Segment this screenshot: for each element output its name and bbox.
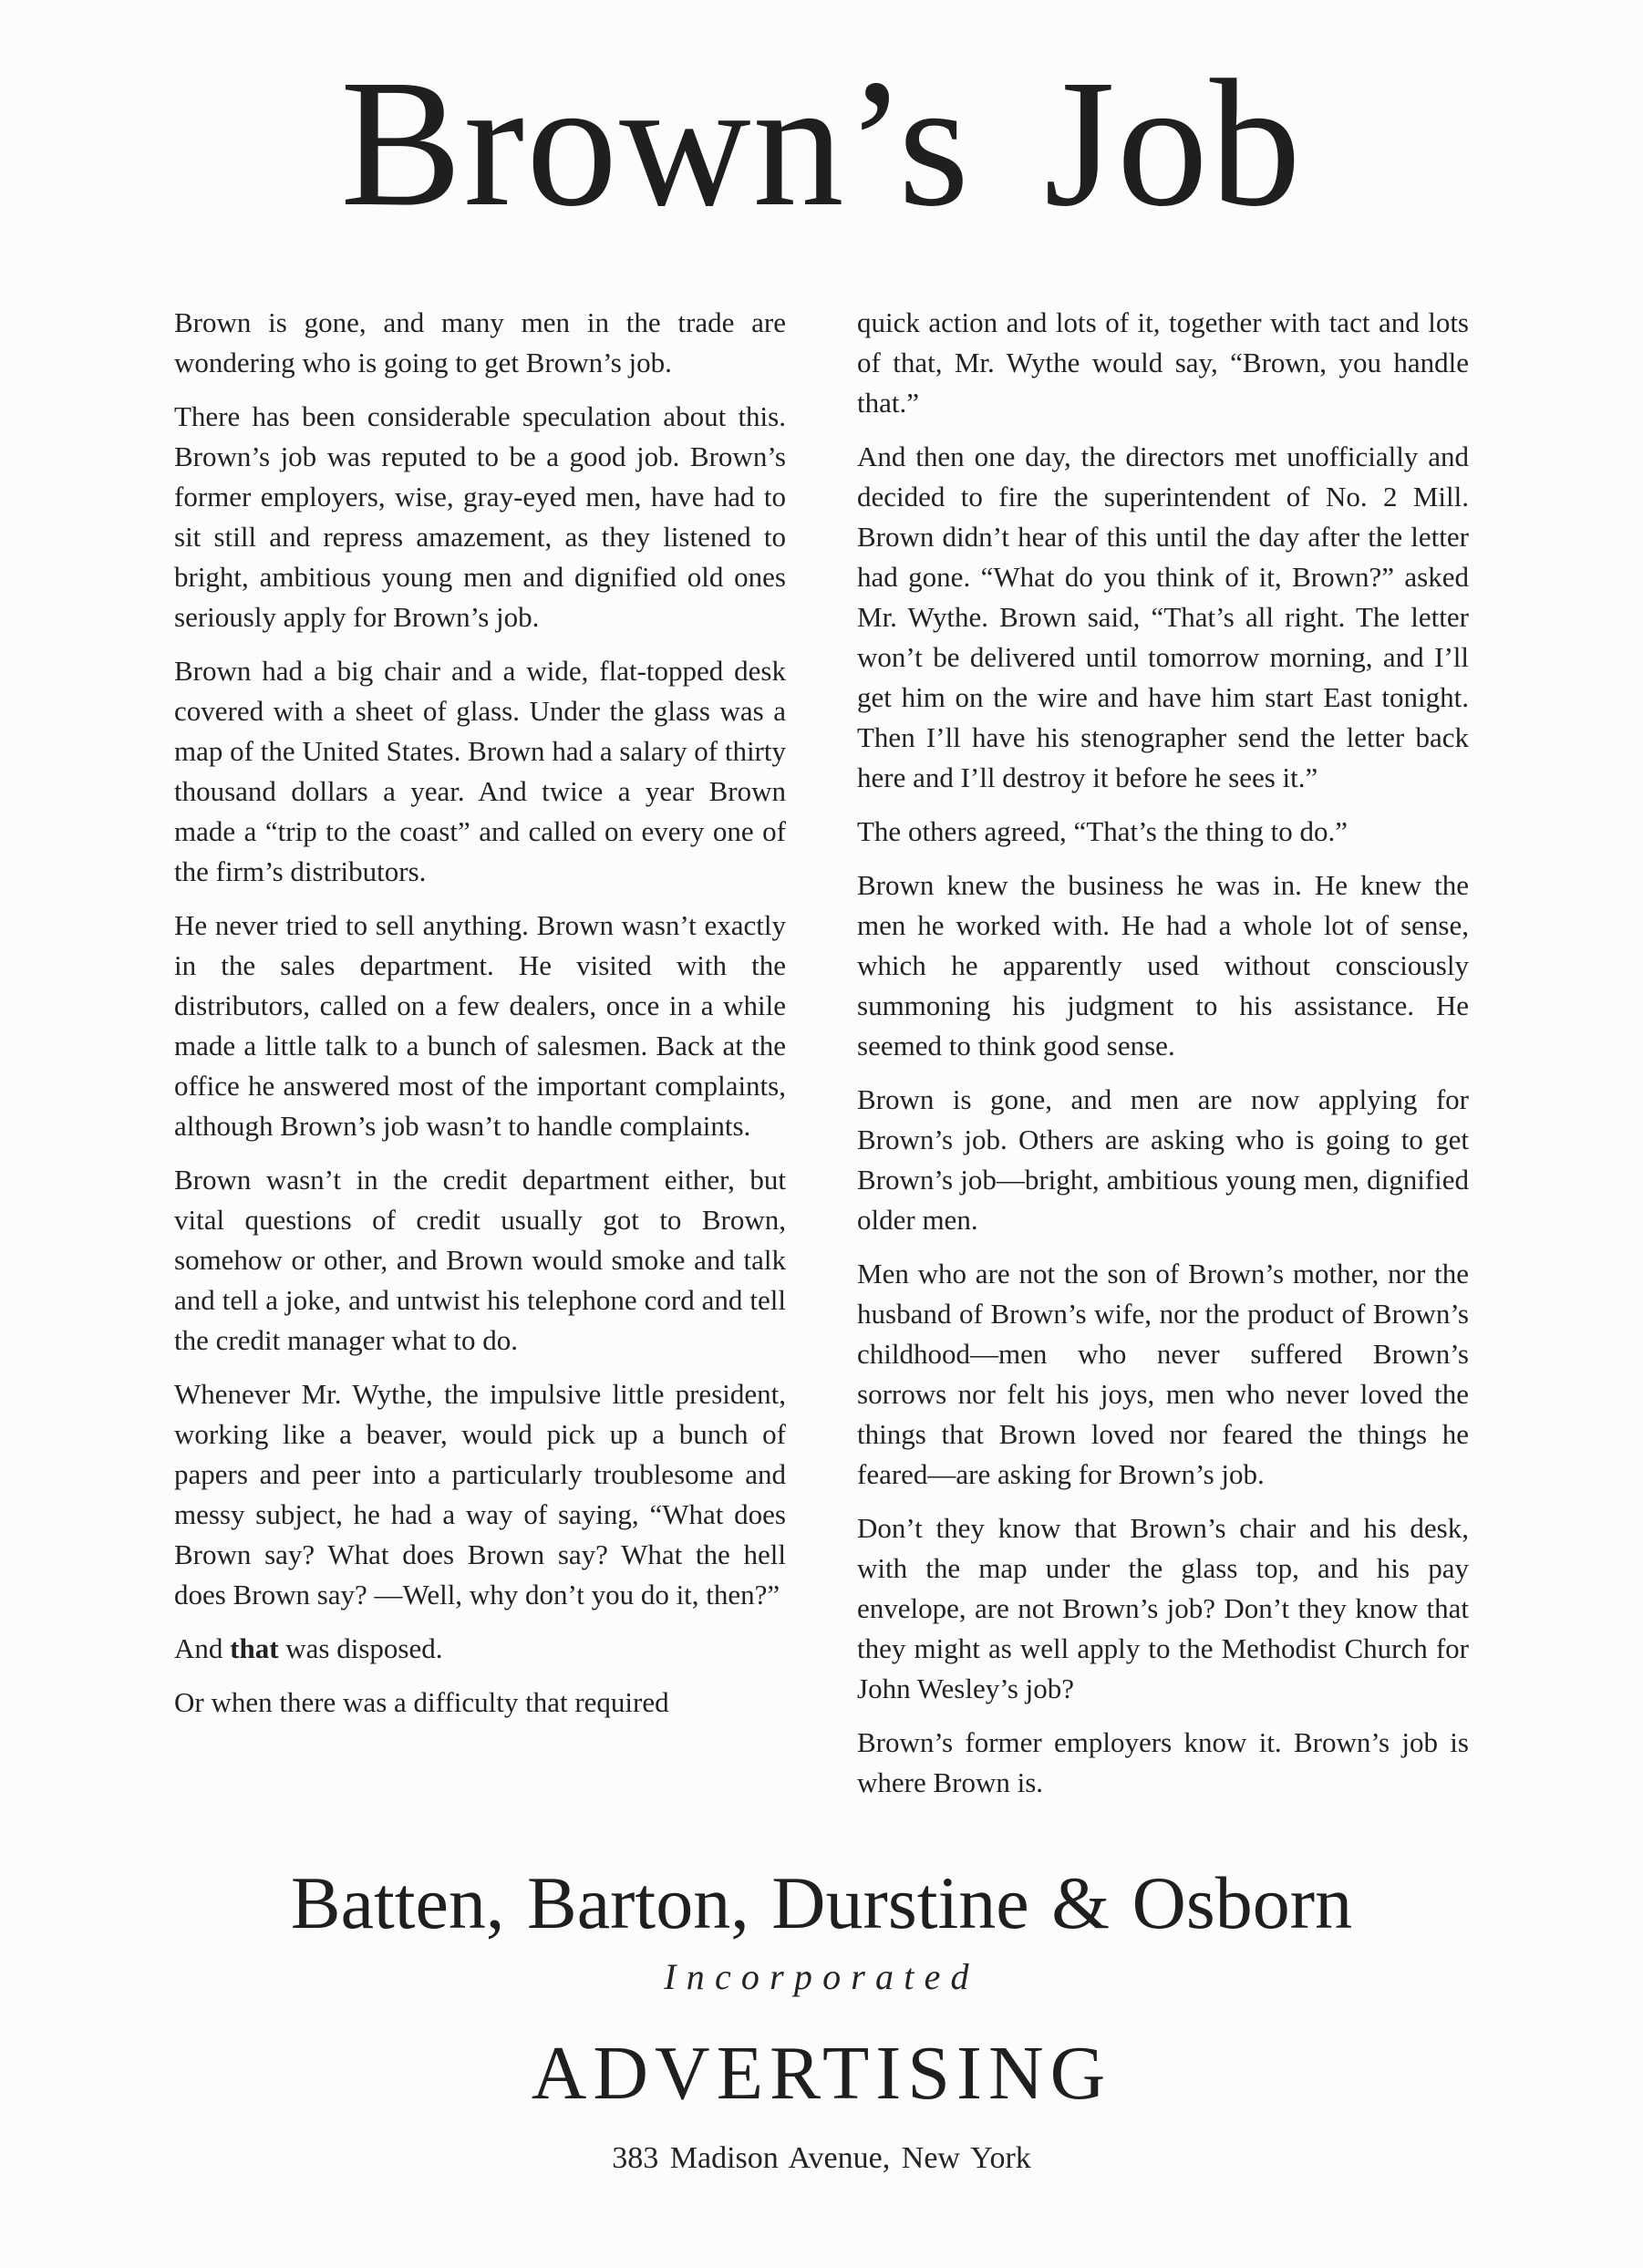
bold-word: that — [230, 1632, 279, 1664]
paragraph: Brown wasn’t in the credit department either, but vital questions of credit usually got to Brown, somehow or other, and Brown would smoke and talk and tell a joke, and untwist his telephone cord and tell the credit manager what to do. — [174, 1164, 786, 1356]
paragraph: Brown is gone, and men are now applying for Brown’s job. Others are asking who is going to get Brown’s job—bright, ambitious young men, dignified older men. — [857, 1083, 1469, 1236]
paragraph: There has been considerable speculation about this. Brown’s job was reputed to be a good job. Brown’s former employers, wise, gray-eyed men, have had to sit still and repress amazement, as they listened to bright, ambitious young men and dignified old ones seriously apply for Brown’s job. — [174, 400, 786, 633]
paragraph: Brown had a big chair and a wide, flat-topped desk covered with a sheet of glass. Under the glass was a map of the United States. Brown had a salary of thirty thousand dollars a year. And twice a year Brown made a “trip to the coast” and called on every one of the firm’s distributors. — [174, 655, 786, 887]
paragraph: quick action and lots of it, together with tact and lots of that, Mr. Wythe would say, “Brown, you handle that.” — [857, 306, 1469, 419]
paragraph: The others agreed, “That’s the thing to do.” — [857, 815, 1348, 847]
paragraph: And then one day, the directors met unofficially and decided to fire the superintendent of No. 2 Mill. Brown didn’t hear of this until the day after the letter had gone. “What do you think of it, Brown?” asked Mr. Wythe. Brown said, “That’s all right. The letter won’t be delivered until tomorrow morning, and I’ll get him on the wire and have him start East tonight. Then I’ll have his stenographer send the letter back here and I’ll destroy it before he sees it.” — [857, 440, 1469, 793]
paragraph: Or when there was a difficulty that required — [174, 1686, 669, 1718]
paragraph: Brown’s former employers know it. Brown’s job is where Brown is. — [857, 1726, 1469, 1798]
paragraph-text: And — [174, 1632, 231, 1664]
paragraph: Brown knew the business he was in. He knew the men he worked with. He had a whole lot of sense, which he apparently used without consciously summoning his judgment to his assistance. He seemed to think good sense. — [857, 869, 1469, 1062]
paragraph-text: was disposed. — [278, 1632, 443, 1664]
body-columns — [174, 303, 1469, 1817]
ad-title: Brown’s Job — [340, 43, 1303, 244]
paragraph: Brown is gone, and many men in the trade are wondering who is going to get Brown’s job. — [174, 306, 786, 378]
paragraph: He never tried to sell anything. Brown wasn’t exactly in the sales department. He visited with the distributors, called on a few dealers, once in a while made a little talk to a bunch of salesmen. Back at the office he answered most of the important complaints, although Brown’s job wasn’t to handle complaints. — [174, 909, 786, 1142]
paragraph: Whenever Mr. Wythe, the impulsive little president, working like a beaver, would pick up a bunch of papers and peer into a particularly troublesome and messy subject, he had a way of saying, “What does Brown say? What does Brown say? What the hell does Brown say? —Well, why don’t you do it, then?” — [174, 1378, 786, 1610]
paragraph: Don’t they know that Brown’s chair and his desk, with the map under the glass top, and his pay envelope, are not Brown’s job? Don’t they know that they might as well apply to the Methodist Church for John Wesley’s job? — [857, 1512, 1469, 1704]
agency-incorporated: Incorporated — [664, 1956, 979, 1998]
right-column — [857, 303, 1469, 1817]
agency-address: 383 Madison Avenue, New York — [612, 2141, 1031, 2176]
paragraph: Men who are not the son of Brown’s mother, nor the husband of Brown’s wife, nor the product of Brown’s childhood—men who never suffered Brown’s sorrows nor felt his joys, men who never loved the things that Brown loved nor feared the things he feared—are asking for Brown’s job. — [857, 1258, 1469, 1490]
paragraph — [174, 1629, 786, 1669]
left-column — [174, 303, 786, 1817]
agency-name: Batten, Barton, Durstine & Osborn — [290, 1861, 1353, 1944]
agency-business-line: ADVERTISING — [531, 2031, 1112, 2117]
footer — [0, 1861, 1643, 2176]
